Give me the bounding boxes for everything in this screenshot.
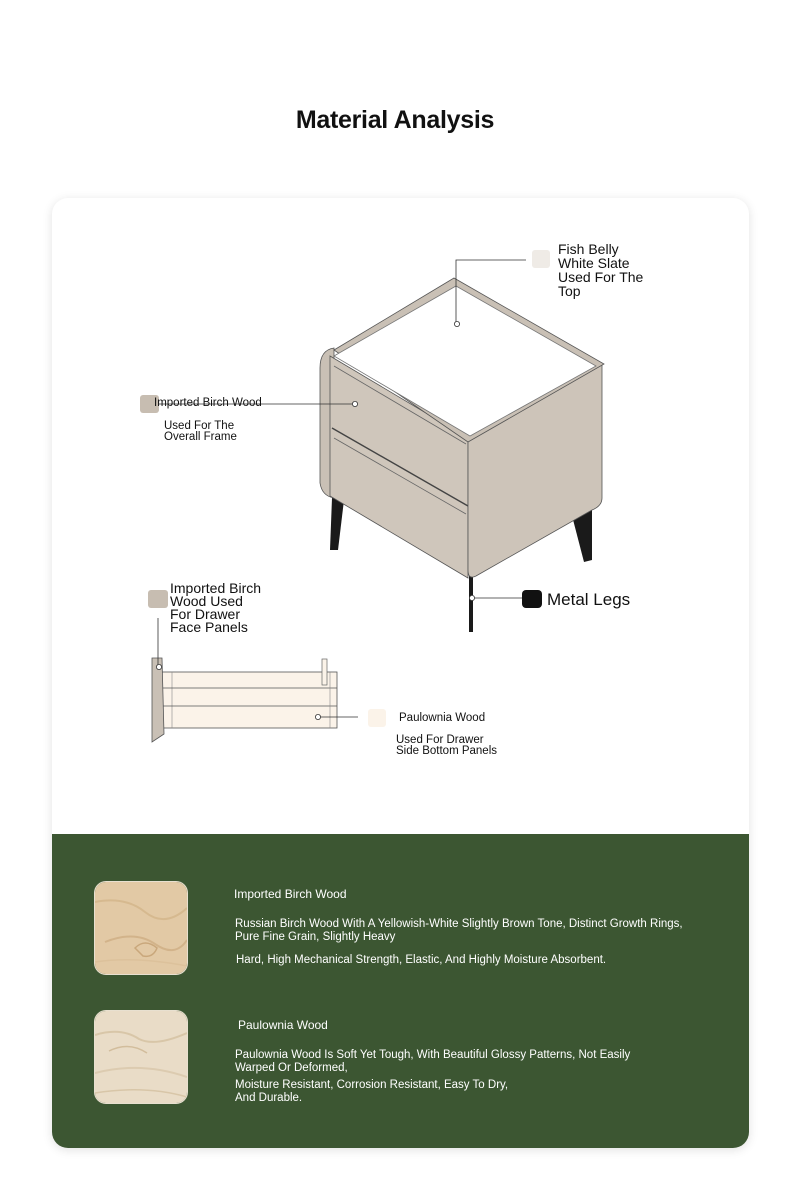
material-desc-paulownia-2: Moisture Resistant, Corrosion Resistant, Easy To Dry, And Durable. xyxy=(235,1079,509,1104)
material-card xyxy=(52,198,749,1148)
frame-callout-label: Imported Birch Wood xyxy=(154,397,262,409)
nightstand-diagram xyxy=(52,198,749,834)
slate-swatch xyxy=(532,250,550,268)
drawer-bottom-callout-subtitle: Used For Drawer Side Bottom Panels xyxy=(396,734,498,757)
materials-panel xyxy=(52,834,749,1148)
page-title: Material Analysis xyxy=(295,106,495,134)
material-desc-paulownia-1: Paulownia Wood Is Soft Yet Tough, With Beautiful Glossy Patterns, Not Easily Warped Or Deformed, xyxy=(235,1049,631,1074)
legs-callout-label: Metal Legs xyxy=(547,590,631,609)
drawer-bottom-callout-label: Paulownia Wood xyxy=(399,712,486,724)
drawer-body xyxy=(162,672,337,728)
material-desc-birch-2: Hard, High Mechanical Strength, Elastic, And Highly Moisture Absorbent. xyxy=(236,954,607,966)
paulownia-swatch xyxy=(368,709,386,727)
material-name-birch: Imported Birch Wood xyxy=(234,887,347,901)
paulownia-wood-photo xyxy=(94,1010,188,1104)
top-callout-label: Fish Belly White Slate Used For The Top xyxy=(558,241,644,299)
drawer-back-tab xyxy=(322,659,327,685)
face-panel-swatch xyxy=(148,590,168,608)
birch-wood-photo xyxy=(94,881,188,975)
legs-swatch xyxy=(522,590,542,608)
drawer-face-panel xyxy=(152,658,164,742)
front-leg xyxy=(469,576,473,632)
frame-callout-subtitle: Used For The Overall Frame xyxy=(164,420,237,443)
material-name-paulownia: Paulownia Wood xyxy=(238,1018,328,1032)
material-desc-birch-1: Russian Birch Wood With A Yellowish-White Slightly Brown Tone, Distinct Growth Rings, Pure Fine Grain, Slightly Heavy xyxy=(235,918,683,943)
back-left-leg xyxy=(330,498,344,550)
face-panel-callout-label: Imported Birch Wood Used For Drawer Face Panels xyxy=(170,580,262,635)
